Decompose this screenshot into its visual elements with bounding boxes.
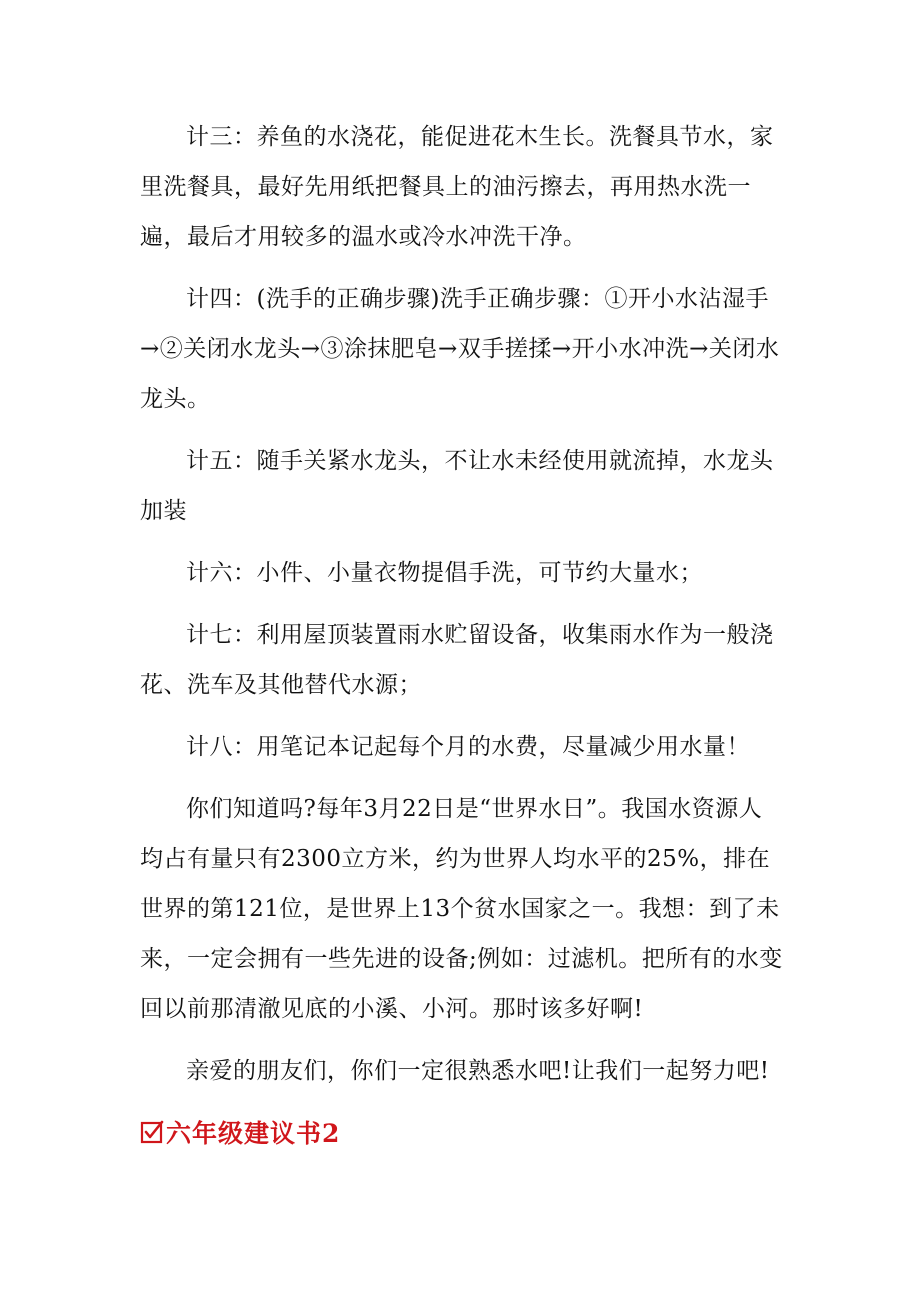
paragraph-tip-four: 计四：(洗手的正确步骤)洗手正确步骤：①开小水沾湿手→②关闭水龙头→③涂抹肥皂→双手搓揉→开小水冲洗→关闭水龙头。	[140, 286, 780, 412]
checkbox-checked-icon	[140, 1120, 164, 1144]
section-heading	[140, 1112, 340, 1152]
paragraph-tip-eight: 计八：用笔记本记起每个月的水费，尽量减少用水量！	[186, 734, 750, 760]
paragraph-tip-three: 计三：养鱼的水浇花，能促进花木生长。洗餐具节水，家里洗餐具，最好先用纸把餐具上的油污擦去，再用热水洗一遍，最后才用较多的温水或冷水冲洗干净。	[140, 124, 774, 250]
paragraph-tip-seven: 计七：利用屋顶装置雨水贮留设备，收集雨水作为一般浇花、洗车及其他替代水源；	[140, 622, 774, 698]
paragraph-water-day: 你们知道吗?每年3月22日是“世界水日”。我国水资源人均占有量只有2300立方米，约为世界人均水平的25%，排在世界的第121位，是世界上13个贫水国家之一。我想：到了未来，一定会拥有一些先进的设备;例如：过滤机。把所有的水变回以前那清澈见底的小溪、小河。那时该多好啊!	[140, 796, 783, 1022]
section-heading-text: 六年级建议书2	[166, 1119, 341, 1148]
paragraph-closing: 亲爱的朋友们，你们一定很熟悉水吧!让我们一起努力吧!	[186, 1058, 770, 1084]
paragraph-tip-five: 计五：随手关紧水龙头，不让水未经使用就流掉，水龙头加装	[140, 448, 774, 524]
paragraph-tip-six: 计六：小件、小量衣物提倡手洗，可节约大量水；	[186, 560, 703, 586]
